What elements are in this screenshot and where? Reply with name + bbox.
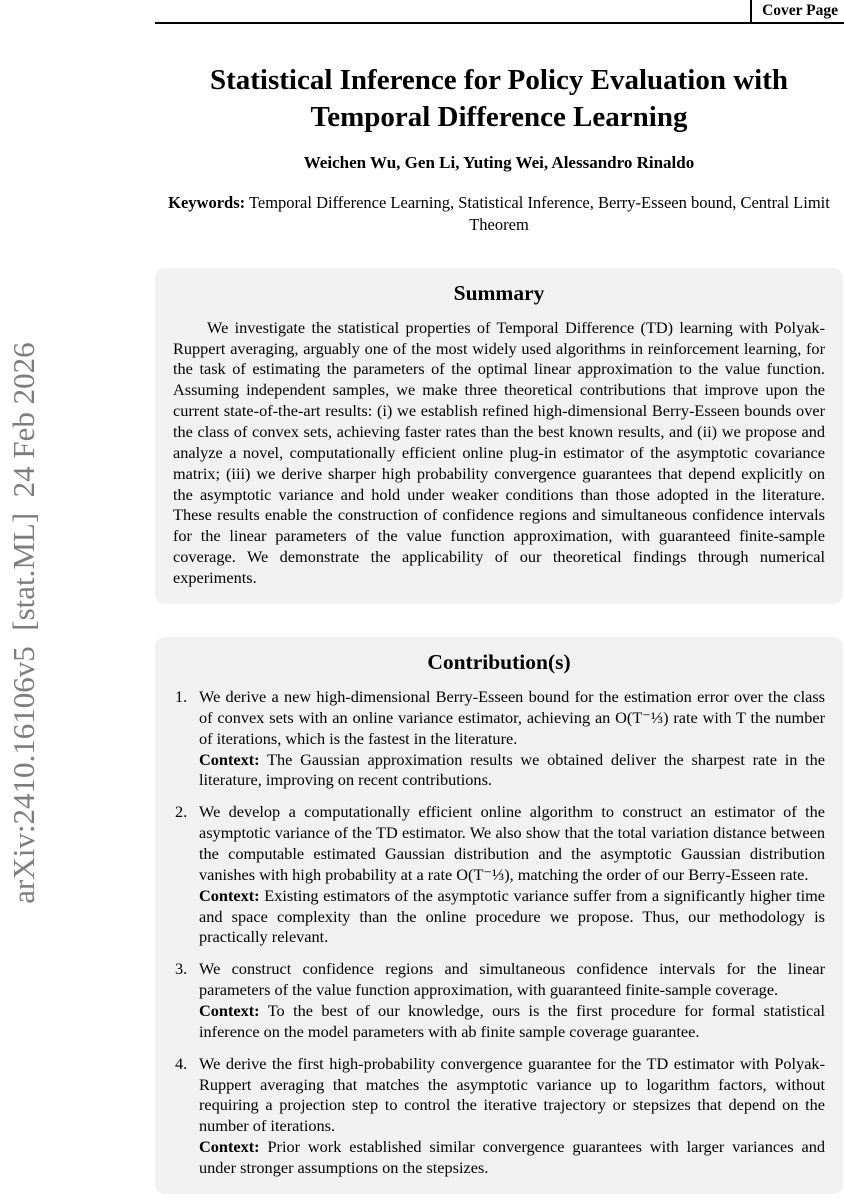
context-text: Prior work established similar convergence guarantees with larger variances and under stronger assumptions on the stepsizes. bbox=[199, 1137, 825, 1177]
summary-body: We investigate the statistical properties of Temporal Difference (TD) learning with Polyak-Ruppert averaging, arguably one of the most widely used algorithms in reinforcement learning, for the task of estimating the parameters of the optimal linear approximation to the value function. Assuming independent samples, we make three theoretical contributions that improve upon the current state-of-the-art results: (i) we establish refined high-dimensional Berry-Esseen bounds over the class of convex sets, achieving faster rates than the best known results, and (ii) we propose and analyze a novel, computationally efficient online plug-in estimator of the asymptotic covariance matrix; (iii) we derive sharper high probability convergence guarantees that depend explicitly on the asymptotic variance and hold under weaker conditions than those adopted in the literature. These results enable the construction of confidence regions and simultaneous confidence intervals for the linear parameters of the value function approximation, with guaranteed finite-sample coverage. We demonstrate the applicability of our theoretical findings through numerical experiments. bbox=[173, 317, 825, 588]
arxiv-watermark: arXiv:2410.16106v5 [stat.ML] 24 Feb 2026 bbox=[6, 342, 41, 904]
context-label: Context: bbox=[199, 1137, 260, 1157]
context-label: Context: bbox=[199, 885, 260, 905]
contribution-text: We derive the first high-probability convergence guarantee for the TD estimator with Polyak-Ruppert averaging that matches the asymptotic variance up to logarithm factors, without requiring a projection step to control the iterative trajectory or stepsizes that depend on the number of iterations. bbox=[199, 1053, 825, 1136]
top-rule bbox=[155, 0, 844, 24]
summary-panel bbox=[155, 268, 843, 604]
keywords-text: Temporal Difference Learning, Statistical Inference, Berry-Esseen bound, Central Limit Theorem bbox=[248, 193, 830, 235]
contribution-item bbox=[173, 1054, 825, 1179]
contribution-item bbox=[173, 802, 825, 948]
context-text: The Gaussian approximation results we obtained deliver the sharpest rate in the literature, improving on recent contributions. bbox=[199, 749, 825, 790]
authors-line: Weichen Wu, Gen Li, Yuting Wei, Alessandro Rinaldo bbox=[303, 153, 695, 173]
contribution-context bbox=[199, 886, 825, 949]
contribution-text: We derive a new high-dimensional Berry-Esseen bound for the estimation error over the class of convex sets with an online variance estimator, achieving an O(T⁻⅓) rate with T the number of iterations, which is the fastest in the literature. bbox=[199, 686, 825, 748]
keywords-line bbox=[155, 192, 843, 237]
contribution-text: We construct confidence regions and simultaneous confidence intervals for the linear parameters of the value function approximation, with guaranteed finite-sample coverage. bbox=[199, 959, 825, 1000]
paper-title: Statistical Inference for Policy Evaluation with Temporal Difference Learning bbox=[209, 64, 789, 134]
keywords-label: Keywords: bbox=[168, 193, 246, 213]
contributions-list bbox=[173, 687, 825, 1179]
summary-heading: Summary bbox=[453, 280, 545, 305]
context-text: Existing estimators of the asymptotic variance suffer from a significantly higher time and space complexity than the online procedure we propose. Thus, our methodology is practically relevant. bbox=[199, 885, 826, 947]
contribution-item bbox=[173, 959, 825, 1042]
context-label: Context: bbox=[199, 749, 260, 769]
context-text: To the best of our knowledge, ours is the first procedure for formal statistical inference on the model parameters with ab finite sample coverage guarantee. bbox=[199, 1000, 826, 1041]
contribution-context bbox=[199, 1137, 825, 1179]
context-label: Context: bbox=[199, 1000, 260, 1020]
contribution-item bbox=[173, 687, 825, 791]
contribution-context bbox=[199, 1001, 825, 1043]
contributions-heading: Contribution(s) bbox=[427, 649, 571, 674]
cover-page-label: Cover Page bbox=[750, 0, 844, 22]
contribution-context bbox=[199, 750, 825, 792]
contributions-panel bbox=[155, 637, 843, 1194]
paper-content bbox=[155, 62, 843, 1194]
contribution-text: We develop a computationally efficient online algorithm to construct an estimator of the asymptotic variance of the TD estimator. We also show that the total variation distance between the computable estimated Gaussian distribution and the asymptotic Gaussian distribution vanishes with high probability at a rate O(T⁻⅓), matching the order of our Berry-Esseen rate. bbox=[199, 802, 825, 884]
